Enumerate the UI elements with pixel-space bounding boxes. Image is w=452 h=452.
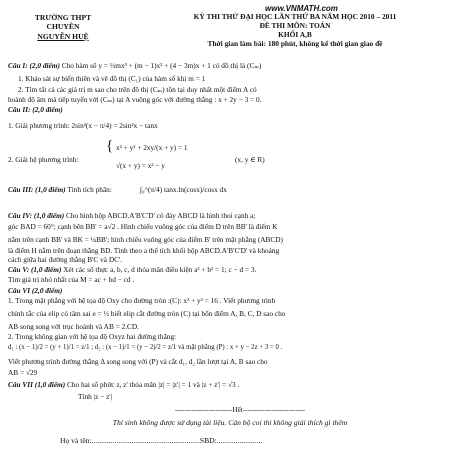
- candidate-signature-line: Họ và tên:.........................................................SBD:........................: [60, 436, 263, 445]
- question-2-part-1: 1. Giải phương trình: 2sin²(x − π/4) = 2sin²x − tanx: [8, 121, 158, 130]
- exam-title: KỲ THI THỬ ĐẠI HỌC LẦN THỨ BA NĂM HỌC 2010 – 2011: [193, 12, 397, 21]
- system-domain: (x, y ∈ R): [235, 155, 265, 164]
- question-3-line: [8, 186, 112, 193]
- question-6-part-1b: chính tắc của elip có tâm sai e = ½ biết elip cắt đường tròn (C) tại bốn điểm A, B, C, D sao cho: [8, 309, 286, 318]
- question-5-heading: Câu V: (1,0 điểm): [8, 265, 62, 274]
- end-marker: ------------------------Hết--------------------------: [174, 406, 306, 414]
- question-3-heading: Câu III: (1,0 điểm): [8, 185, 66, 194]
- question-6-heading: Câu VI (2,0 điểm): [8, 286, 63, 295]
- website-watermark: www.VNMATH.com: [265, 4, 338, 13]
- question-7-line-1: [8, 381, 239, 388]
- question-7-heading: Câu VII (1,0 điểm): [8, 380, 66, 389]
- question-1-part-2a: 2. Tìm tất cả các giá trị m sao cho trên đồ thị (Cₘ) tồn tại duy nhất một điểm A có: [18, 85, 257, 94]
- question-5-line-1: [8, 266, 256, 273]
- question-1-heading: Câu I: (2,0 điểm): [8, 61, 60, 70]
- system-equation-1: x² + y² + 2xy/(x + y) = 1: [116, 143, 188, 152]
- school-line-1: TRƯỜNG THPT: [34, 13, 92, 22]
- exam-time: Thời gian làm bài: 180 phút, không kể thời gian giao đề: [207, 39, 383, 49]
- system-brace: {: [106, 138, 114, 154]
- school-line-3: NGUYỄN HUỆ: [37, 31, 89, 41]
- question-4-text-1: Cho hình hộp ABCD.A'B'C'D' có đáy ABCD là hình thoi cạnh a;: [64, 211, 256, 220]
- question-6-part-2d: AB = √29: [8, 368, 38, 377]
- question-1-part-2b: hoành độ âm mà tiếp tuyến với (Cₘ) tại A vuông góc với đường thẳng : x + 2y − 3 = 0.: [8, 95, 262, 104]
- system-equation-2: √(x + y) = x² − y: [116, 161, 165, 170]
- question-6-part-2c: Viết phương trình đường thẳng Δ song song với (P) và cắt d₁, d₂ lần lượt tại A, B sao cho: [8, 357, 268, 366]
- question-5-text-1: Xét các số thực a, b, c, d thỏa mãn điều kiện a² + b² = 1; c − d = 3.: [61, 265, 257, 274]
- question-6-part-1c: AB song song với trục hoành và AB = 2.CD.: [8, 322, 140, 331]
- question-5-text-2: Tìm giá trị nhỏ nhất của M = ac + bd − cd .: [8, 275, 135, 284]
- question-3-integral: ∫₀^(π/4) tanx.ln(cosx)/cosx dx: [140, 185, 227, 194]
- question-6-part-1a: 1. Trong mặt phẳng với hệ tọa độ Oxy cho đường tròn :(C): x² + y² = 16 . Viết phương trình: [8, 296, 276, 305]
- question-1-part-1: 1. Khảo sát sự biến thiên và vẽ đồ thị (C₁) của hàm số khi m = 1: [18, 74, 206, 83]
- question-7-text-2: Tính |z − z'|: [78, 392, 113, 401]
- question-4-line-1: [8, 212, 255, 219]
- exam-subject: ĐỀ THI MÔN: TOÁN: [259, 21, 331, 31]
- question-1-line: [8, 62, 261, 69]
- question-7-text-1: Cho hai số phức z, z' thỏa mãn |z| = |z'| = 1 và |z + z'| = √3 .: [65, 380, 240, 389]
- question-4-text-4: là điểm H nằm trên đoạn thẳng BD. Tính theo a thể tích khối hộp ABCD.A'B'C'D' và khoảng: [8, 246, 280, 255]
- footer-note: Thí sinh không được sử dụng tài liệu. Cán bộ coi thi không giải thích gì thêm: [112, 418, 348, 427]
- question-3-body: Tính tích phân:: [65, 185, 112, 194]
- school-header: [8, 13, 118, 41]
- question-1-intro: Cho hàm số y = ⅓mx³ + (m − 1)x² + (4 − 3m)x + 1 có đồ thị là (Cₘ): [59, 61, 262, 70]
- question-2-part-2-label: 2. Giải hệ phương trình:: [8, 155, 79, 164]
- exam-header: [150, 12, 440, 48]
- question-6-part-2a: 2. Trong không gian với hệ tọa độ Oxyz hai đường thẳng:: [8, 332, 177, 341]
- question-4-text-2: góc BAD = 60°; cạnh bên BB' = a√2 . Hình chiếu vuông góc của điểm D trên BB' là điểm K: [8, 222, 278, 231]
- exam-block: KHỐI A,B: [278, 30, 312, 40]
- question-6-part-2b: d₁ : (x − 1)/2 = (y + 1)/1 = z/1 ; d₂ : (x − 1)/1 = (y − 2)/2 = z/1 và mặt phẳng (P) : x + y − 2z + 3 = 0 .: [8, 344, 283, 351]
- question-2-heading: Câu II: (2,0 điểm): [8, 105, 63, 114]
- question-4-text-3: nằm trên cạnh BB' và BK = ¼BB'; hình chiếu vuông góc của điểm B' trên mặt phẳng (ABCD): [8, 235, 283, 244]
- school-line-2: CHUYÊN: [46, 22, 80, 32]
- question-4-heading: Câu IV: (1,0 điểm): [8, 211, 65, 220]
- question-4-text-5: cách giữa hai đường thẳng B'C và DC'.: [8, 255, 123, 264]
